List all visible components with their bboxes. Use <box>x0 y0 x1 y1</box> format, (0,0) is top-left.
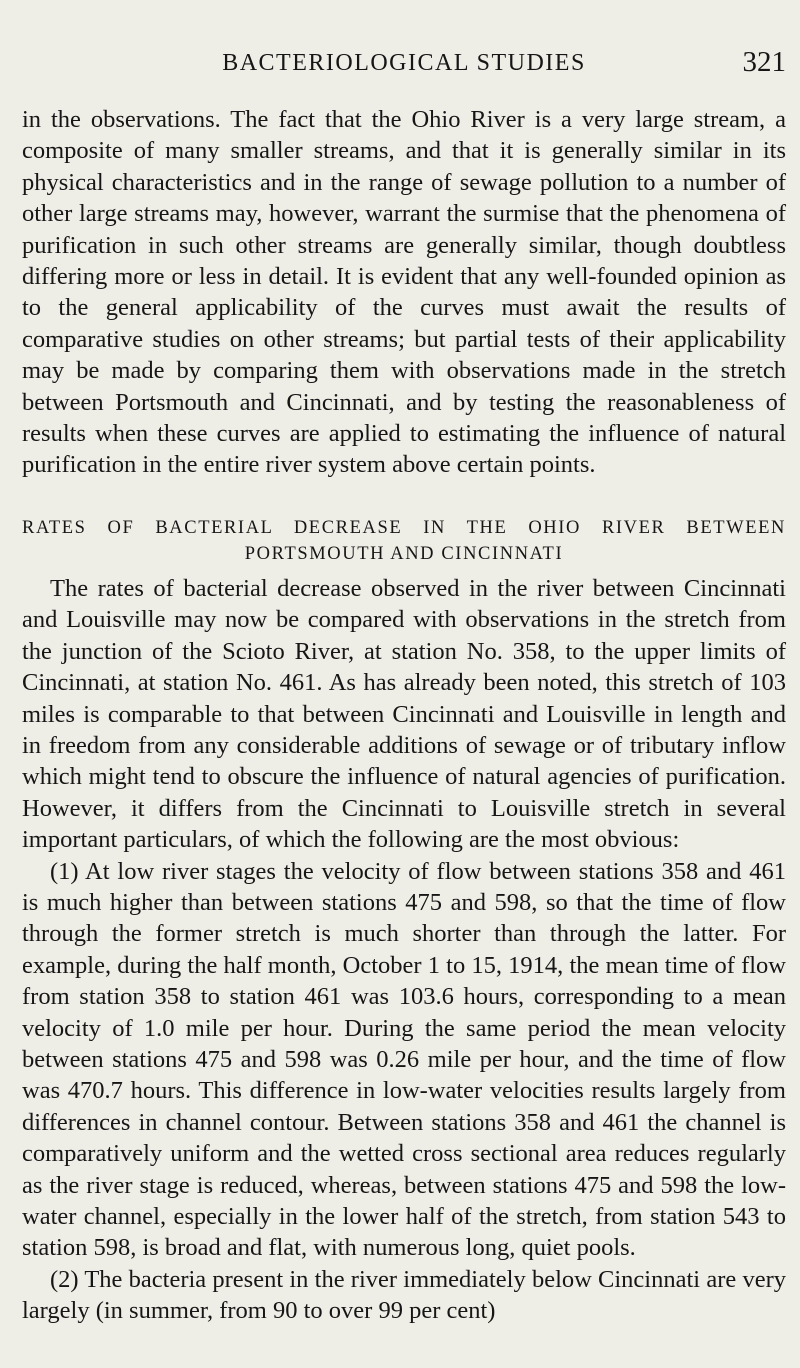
paragraph-point-2: (2) The bacteria present in the river immediately below Cincinnati are very largely (in summer, from 90 to over 99 per cent) <box>22 1265 786 1325</box>
section-heading-line-1: RATES OF BACTERIAL DECREASE IN THE OHIO RIVER BETWEEN <box>22 517 786 538</box>
body-text <box>22 104 786 1327</box>
running-head <box>22 46 786 86</box>
paragraph-rates-comparison: The rates of bacterial decrease observed in the river between Cincinnati and Louisville may now be compared with observations in the stretch from the junction of the Scioto River, at station No. 358, to the upper limits of Cincinnati, at station No. 461. As has already been noted, this stretch of 103 miles is comparable to that between Cincinnati and Louisville in length and in freedom from any considerable additions of sewage or of tributary inflow which might tend to obscure the influence of natural agencies of purification. However, it differs from the Cincinnati to Louisville stretch in several important particulars, of which the following are the most obvious: <box>22 574 786 854</box>
section-heading-line-2: PORTSMOUTH AND CINCINNATI <box>244 543 564 564</box>
running-title: BACTERIOLOGICAL STUDIES <box>222 50 586 76</box>
page-number: 321 <box>742 46 786 78</box>
paragraph-continued: in the observations. The fact that the Ohio River is a very large stream, a composite of many smaller streams, and that it is generally similar in its physical characteristics and in the range of sewage pollution to a number of other large streams may, however, warrant the surmise that the phenomena of purification in such other streams are generally similar, though doubtless differing more or less in detail. It is evident that any well-founded opinion as to the general applicability of the curves must await the results of comparative studies on other streams; but partial tests of their applicability may be made by comparing them with observations made in the stretch between Portsmouth and Cincinnati, and by testing the reasonableness of results when these curves are applied to estimating the influence of natural purification in the entire river system above certain points. <box>22 106 786 479</box>
section-heading <box>22 515 786 567</box>
paragraph-point-1: (1) At low river stages the velocity of flow between stations 358 and 461 is much higher than between stations 475 and 598, so that the time of flow through the former stretch is much shorter than through the latter. For example, during the half month, October 1 to 15, 1914, the mean time of flow from station 358 to station 461 was 103.6 hours, corresponding to a mean velocity of 1.0 mile per hour. During the same period the mean velocity between stations 475 and 598 was 0.26 mile per hour, and the time of flow was 470.7 hours. This difference in low-water velocities results largely from differences in channel contour. Between stations 358 and 461 the channel is comparatively uniform and the wetted cross sectional area reduces regularly as the river stage is reduced, whereas, between stations 475 and 598 the low-water channel, especially in the lower half of the stretch, from station 543 to station 598, is broad and flat, with numerous long, quiet pools. <box>22 857 786 1262</box>
